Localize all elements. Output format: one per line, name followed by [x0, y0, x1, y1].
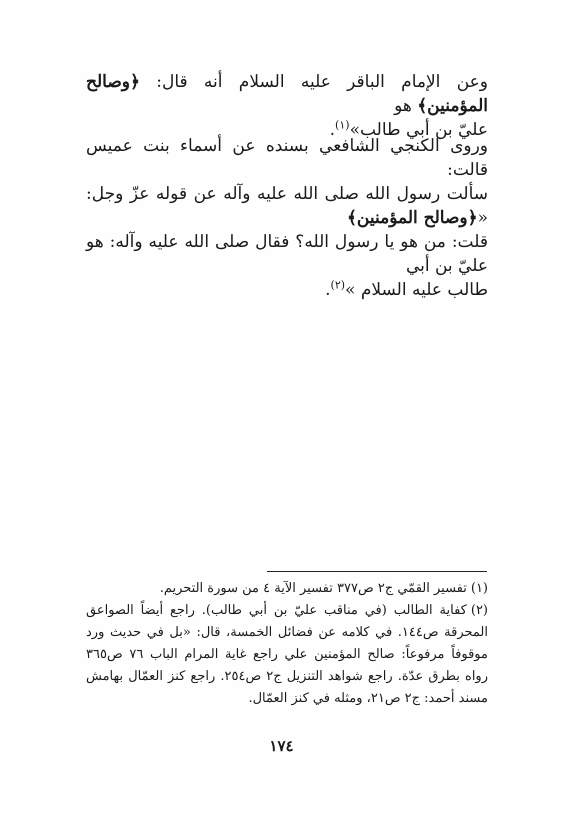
- para2-line4: طالب عليه السلام »: [345, 280, 488, 300]
- paragraph-baqir: [86, 70, 488, 142]
- paragraph-kanji: [86, 134, 488, 302]
- footnotes: [86, 578, 488, 710]
- footnote-separator: [267, 571, 487, 572]
- footnote-1: [86, 578, 488, 600]
- footnote-text: تفسير القمّي ج٢ ص٣٧٧ تفسير الآية ٤ من سورة التحريم.: [159, 581, 467, 596]
- para1-line2: عليّ بن أبي طالب»: [349, 120, 488, 140]
- para2-line4-end: .: [325, 280, 331, 300]
- footnote-ref-2: (٢): [330, 278, 346, 292]
- para1-line1-post: هو: [394, 96, 418, 116]
- footnote-number: (١): [470, 581, 488, 596]
- quran-quote: ﴿وصالح المؤمنين﴾: [86, 72, 488, 116]
- para1-line1-pre: وعن الإمام الباقر عليه السلام أنه قال:: [139, 72, 488, 92]
- footnote-text: كفاية الطالب (في مناقب عليّ بن أبي طالب). راجع أيضاً الصواعق المحرقة ص١٤٤. في كلامه عن فضائل الخمسة، قال: «بل في حديث ورد موقوفاً مرفوعاً: صالح المؤمنين علي راجع غاية المرام الباب ٧٦ ص٣٦٥ رواه بطرق عدّة. راجع شواهد التنزيل ج٢ ص٢٥٤. راجع كنز العمّال بهامش مسند أحمد: ج٢ ص٢١، ومثله في كنز العمّال.: [86, 603, 489, 706]
- footnote-ref-1: (١): [335, 118, 350, 132]
- footnote-2: [86, 600, 488, 710]
- footnote-number: (٢): [470, 603, 488, 618]
- page-number: ١٧٤: [269, 737, 294, 755]
- para1-line2-end: .: [329, 120, 336, 140]
- para2-line1: وروى الكنجي الشافعي بسنده عن أسماء بنت عميس قالت:: [86, 136, 488, 180]
- quran-quote-2: ﴿وصالح المؤمنين﴾: [346, 208, 478, 228]
- para2-line2-pre: سألت رسول الله صلى الله عليه وآله عن قوله عزّ وجل: «: [86, 184, 488, 228]
- para2-line3: قلت: من هو يا رسول الله؟ فقال صلى الله عليه وآله: هو عليّ بن أبي: [86, 232, 488, 276]
